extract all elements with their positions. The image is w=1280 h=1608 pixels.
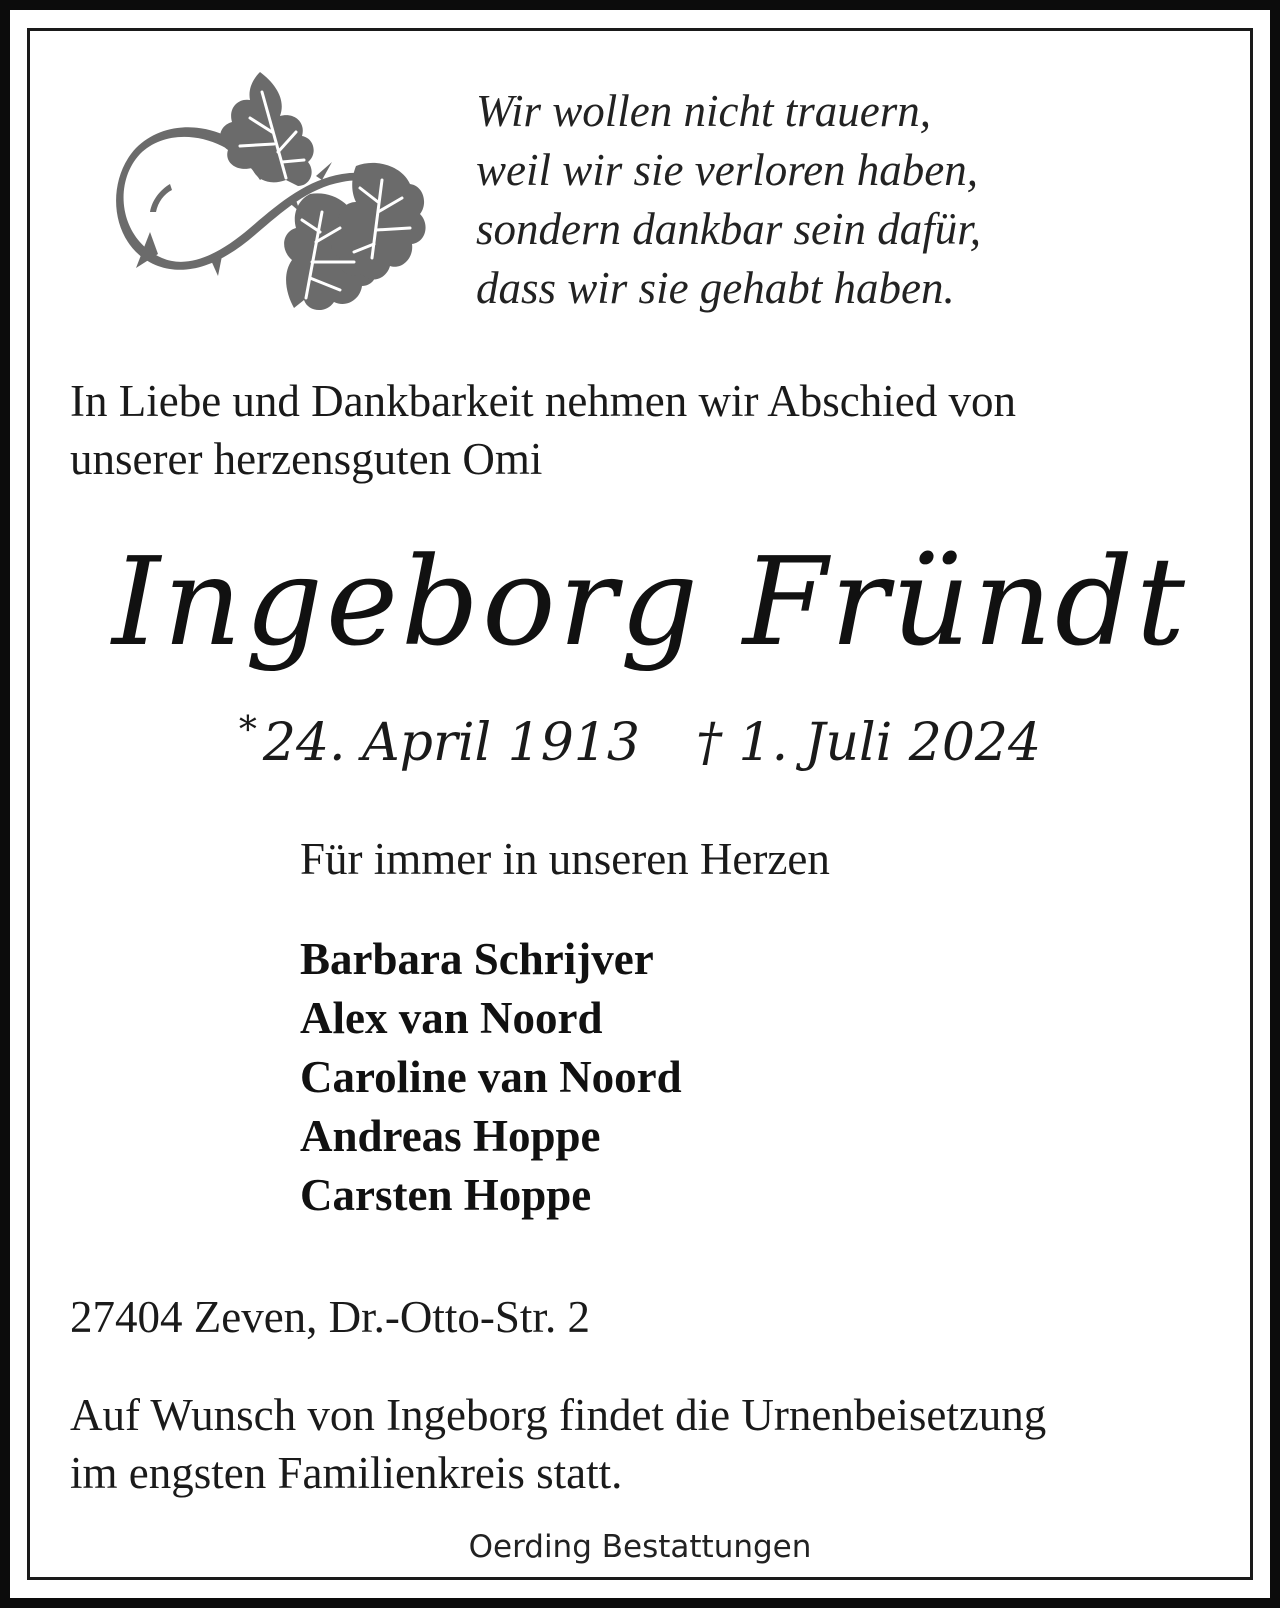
farewell-intro: [70, 372, 1220, 488]
notice-line: im engsten Familienkreis statt.: [70, 1448, 623, 1498]
undertaker-name: Oerding Bestattungen: [468, 1529, 812, 1565]
birth-star-icon: *: [238, 710, 257, 751]
poem-line: sondern dankbar sein dafür,: [476, 204, 981, 254]
death-date: 1. Juli 2024: [738, 713, 1042, 773]
deceased-name: Ingeborg Fründt: [111, 531, 1189, 673]
mourner-name: Caroline van Noord: [300, 1052, 682, 1102]
poem: [476, 82, 1196, 318]
intro-line: In Liebe und Dankbarkeit nehmen wir Abschied von: [70, 376, 1016, 426]
vine-leaves-ornament-icon: [110, 62, 430, 322]
poem-line: weil wir sie verloren haben,: [476, 145, 979, 195]
mourners-list: [300, 930, 1200, 1225]
address: 27404 Zeven, Dr.-Otto-Str. 2: [70, 1292, 590, 1342]
mourner-name: Alex van Noord: [300, 993, 603, 1043]
remembrance-line: Für immer in unseren Herzen: [300, 834, 830, 884]
mourner-name: Barbara Schrijver: [300, 934, 654, 984]
mourner-name: Carsten Hoppe: [300, 1170, 592, 1220]
burial-notice: [70, 1386, 1230, 1502]
poem-line: dass wir sie gehabt haben.: [476, 263, 955, 313]
birth-date: 24. April 1913: [262, 713, 640, 773]
life-dates: [0, 698, 1280, 776]
notice-line: Auf Wunsch von Ingeborg findet die Urnenbeisetzung: [70, 1390, 1047, 1440]
poem-line: Wir wollen nicht trauern,: [476, 86, 931, 136]
intro-line: unserer herzensguten Omi: [70, 434, 543, 484]
death-cross-icon: †: [695, 713, 722, 773]
mourner-name: Andreas Hoppe: [300, 1111, 601, 1161]
